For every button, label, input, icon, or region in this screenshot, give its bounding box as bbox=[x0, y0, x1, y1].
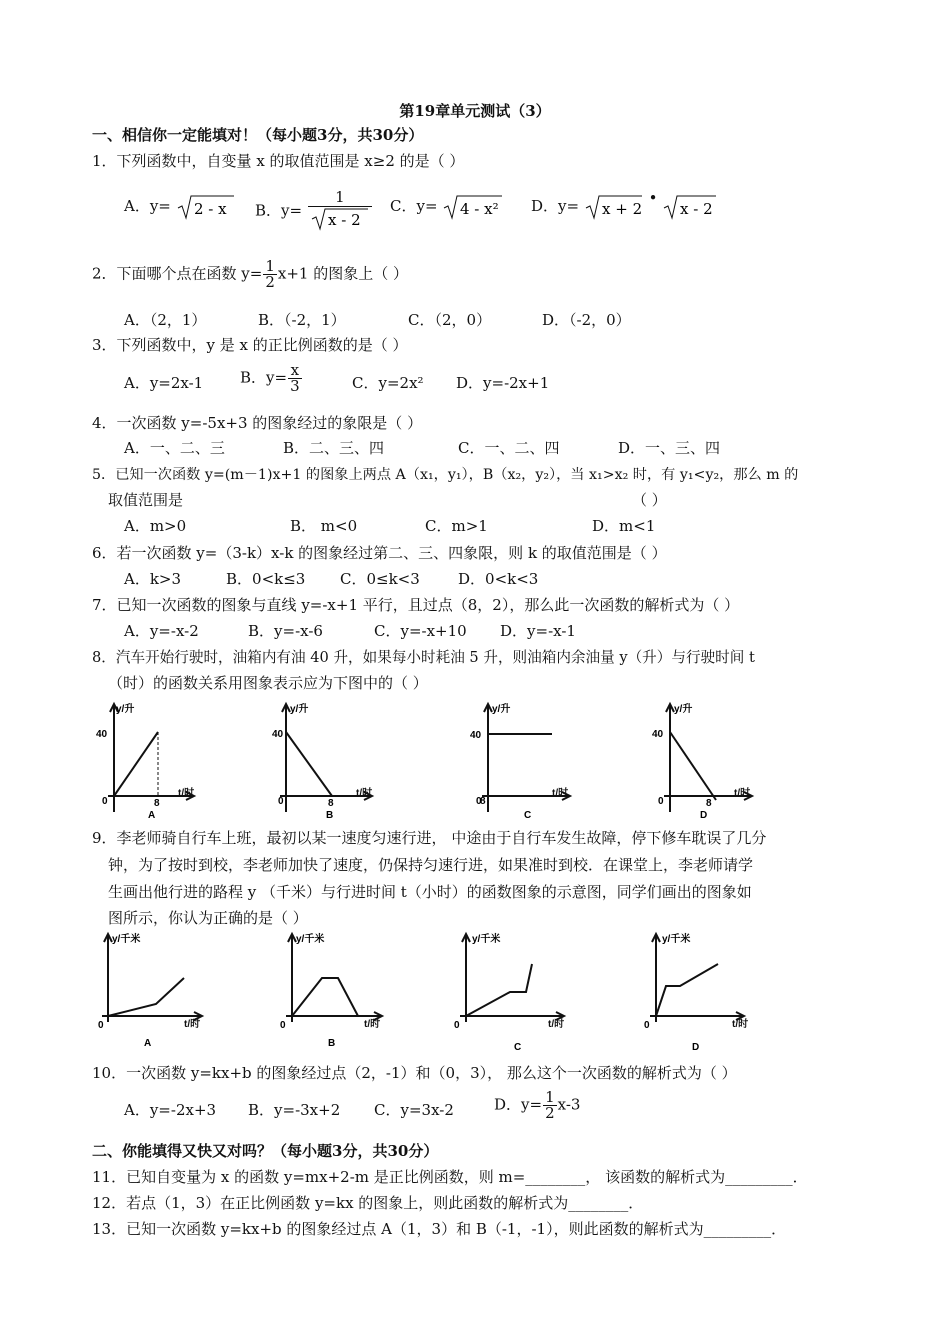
question-8-stem-2: （时）的函数关系用图象表示应为下图中的（ ） bbox=[108, 674, 428, 692]
q1-option-a: A．y= 2 - x bbox=[124, 194, 236, 220]
q8-d-label: D bbox=[700, 810, 708, 818]
q8-c-x8: 8 bbox=[480, 796, 486, 807]
q9-a-xlabel: t/时 bbox=[184, 1019, 201, 1030]
q8-c-y40: 40 bbox=[470, 730, 482, 741]
question-5-stem: 5．已知一次函数 y=(m－1)x+1 的图象上两点 A（x₁，y₁），B（x₂，y₂），当 x₁>x₂ 时，有 y₁<y₂，那么 m 的 bbox=[92, 467, 799, 483]
question-1-stem: 1．下列函数中，自变量 x 的取值范围是 x≥2 的是（ ） bbox=[92, 152, 465, 170]
q8-b-ylabel: y/升 bbox=[290, 704, 309, 715]
q7-option-b: B．y=-x-6 bbox=[248, 622, 323, 640]
q8-c-origin: 0 bbox=[476, 796, 482, 807]
question-9-stem: 9．李老师骑自行车上班，最初以某一速度匀速行进， 中途由于自行车发生故障，停下修车耽误了几分 bbox=[92, 829, 767, 847]
q8-a-xlabel: t/时 bbox=[178, 788, 195, 799]
q7-option-d: D．y=-x-1 bbox=[500, 622, 576, 640]
q6-option-c: C．0≤k<3 bbox=[340, 570, 420, 588]
question-11: 11．已知自变量为 x 的函数 y=mx+2-m 是正比例函数，则 m=________， 该函数的解析式为_________． bbox=[92, 1168, 808, 1186]
question-10-stem: 10．一次函数 y=kx+b 的图象经过点（2，-1）和（0，3）， 那么这个一次函数的解析式为（ ） bbox=[92, 1064, 737, 1082]
q2-option-a: A．（2，1） bbox=[124, 311, 207, 329]
question-13: 13．已知一次函数 y=kx+b 的图象经过点 A（1，3）和 B（-1，-1），则此函数的解析式为_________． bbox=[92, 1220, 787, 1238]
question-12: 12．若点（1，3）在正比例函数 y=kx 的图象上，则此函数的解析式为________． bbox=[92, 1194, 644, 1212]
q8-a-ylabel: y/升 bbox=[116, 704, 135, 715]
q8-a-label: A bbox=[148, 810, 156, 818]
q8-b-label: B bbox=[326, 810, 334, 818]
q6-option-b: B．0<k≤3 bbox=[226, 570, 306, 588]
q9-a-origin: 0 bbox=[98, 1020, 104, 1031]
q8-d-x8: 8 bbox=[706, 798, 712, 809]
question-9-stem-3: 生画出他行进的路程 y （千米）与行进时间 t（小时）的函数图象的示意图，同学们画出的图象如 bbox=[108, 883, 752, 901]
q8-d-line bbox=[670, 732, 716, 800]
q9-d-label: D bbox=[692, 1042, 700, 1050]
q9-d-origin: 0 bbox=[644, 1020, 650, 1031]
q6-option-d: D．0<k<3 bbox=[458, 570, 539, 588]
q8-a-x8: 8 bbox=[154, 798, 160, 809]
q9-d-xlabel: t/时 bbox=[732, 1019, 749, 1030]
q9-a-label: A bbox=[144, 1038, 152, 1049]
q9-b-line bbox=[292, 978, 358, 1016]
q9-b-label: B bbox=[328, 1038, 336, 1049]
section-2-heading: 二、你能填得又快又对吗？（每小题3分，共30分） bbox=[92, 1142, 439, 1160]
question-6-stem: 6．若一次函数 y=（3-k）x-k 的图象经过第二、三、四象限，则 k 的取值范围是（ ） bbox=[92, 544, 667, 562]
q3-option-a: A．y=2x-1 bbox=[124, 374, 204, 392]
question-9-stem-4: 图所示，你认为正确的是（ ） bbox=[108, 909, 308, 927]
question-5-stem-2: 取值范围是 bbox=[108, 491, 184, 509]
q9-c-origin: 0 bbox=[454, 1020, 460, 1031]
q3-option-c: C．y=2x² bbox=[352, 374, 424, 392]
q9-c-label: C bbox=[514, 1042, 522, 1050]
q8-c-xlabel: t/时 bbox=[552, 788, 569, 799]
q9-c-line bbox=[466, 964, 532, 1016]
q9-d-line bbox=[656, 964, 718, 1016]
q9-b-ylabel: y/千米 bbox=[296, 934, 325, 945]
section-1-heading: 一、相信你一定能填对！（每小题3分，共30分） bbox=[92, 126, 424, 144]
q1-option-d: D．y= x + 2 • x - 2 bbox=[531, 194, 718, 220]
q8-b-xlabel: t/时 bbox=[356, 788, 373, 799]
q7-option-c: C．y=-x+10 bbox=[374, 622, 467, 640]
q10-option-b: B．y=-3x+2 bbox=[248, 1101, 341, 1119]
q5-option-c: C．m>1 bbox=[425, 517, 488, 535]
q5-option-b: B． m<0 bbox=[290, 517, 358, 535]
q9-d-ylabel: y/千米 bbox=[662, 934, 691, 945]
page-title: 第19章单元测试（3） bbox=[399, 102, 551, 120]
q8-a-y40: 40 bbox=[96, 729, 108, 740]
q10-option-c: C．y=3x-2 bbox=[374, 1101, 454, 1119]
q8-d-xlabel: t/时 bbox=[734, 788, 751, 799]
q1-d-radicand-1: x + 2 bbox=[601, 200, 642, 218]
q1-c-radicand: 4 - x² bbox=[460, 200, 499, 218]
question-9-stem-2: 钟，为了按时到校，李老师加快了速度，仍保持匀速行进，如果准时到校．在课堂上，李老师请学 bbox=[108, 856, 754, 874]
q8-d-y40: 40 bbox=[652, 729, 664, 740]
q7-option-a: A．y=-x-2 bbox=[124, 622, 199, 640]
q8-a-origin: 0 bbox=[102, 796, 108, 807]
q9-c-xlabel: t/时 bbox=[548, 1019, 565, 1030]
q8-d-ylabel: y/升 bbox=[674, 704, 693, 715]
q3-option-d: D．y=-2x+1 bbox=[456, 374, 550, 392]
question-4-stem: 4．一次函数 y=-5x+3 的图象经过的象限是（ ） bbox=[92, 414, 423, 432]
q2-option-b: B．（-2，1） bbox=[258, 311, 346, 329]
q5-option-a: A．m>0 bbox=[124, 517, 187, 535]
q8-b-y40: 40 bbox=[272, 729, 284, 740]
q4-option-a: A．一、二、三 bbox=[124, 439, 225, 457]
q4-option-b: B．二、三、四 bbox=[283, 439, 385, 457]
q1-option-b: B．y= $\frac{1}{x - 2}$ bbox=[255, 188, 373, 235]
q10-option-d: D．y= $\frac{1}{2}$ x-3 bbox=[494, 1088, 581, 1122]
q8-b-x8: 8 bbox=[328, 798, 334, 809]
q9-a-ylabel: y/千米 bbox=[112, 934, 141, 945]
q8-b-origin: 0 bbox=[278, 796, 284, 807]
q8-c-label: C bbox=[524, 810, 532, 818]
q9-c-ylabel: y/千米 bbox=[472, 934, 501, 945]
question-5-blank: （ ） bbox=[632, 491, 667, 509]
q5-option-d: D．m<1 bbox=[592, 517, 656, 535]
q1-d-radicand-2: x - 2 bbox=[680, 200, 713, 218]
question-2-stem: 2．下面哪个点在函数 y= $\frac{1}{2}$ x+1 的图象上（ ） bbox=[92, 257, 409, 291]
q3-option-b: B．y= $\frac{x}{3}$ bbox=[240, 361, 300, 395]
q8-a-line bbox=[114, 732, 158, 796]
q2-option-c: C．（2，0） bbox=[408, 311, 492, 329]
question-8-stem: 8．汽车开始行驶时，油箱内有油 40 升，如果每小时耗油 5 升，则油箱内余油量 y（升）与行驶时间 t bbox=[92, 649, 755, 666]
q4-option-d: D．一、三、四 bbox=[618, 439, 721, 457]
q8-c-ylabel: y/升 bbox=[492, 704, 511, 715]
q4-option-c: C．一、二、四 bbox=[458, 439, 560, 457]
q8-d-origin: 0 bbox=[658, 796, 664, 807]
q9-b-xlabel: t/时 bbox=[364, 1019, 381, 1030]
question-7-stem: 7．已知一次函数的图象与直线 y=-x+1 平行，且过点（8，2），那么此一次函数的解析式为（ ） bbox=[92, 596, 740, 614]
q8-b-line bbox=[286, 732, 332, 796]
question-3-stem: 3．下列函数中，y 是 x 的正比例函数的是（ ） bbox=[92, 336, 408, 354]
q1-option-c: C．y= 4 - x² bbox=[390, 194, 504, 220]
q9-b-origin: 0 bbox=[280, 1020, 286, 1031]
q2-option-d: D．（-2，0） bbox=[542, 311, 631, 329]
q1-b-radicand: x - 2 bbox=[327, 211, 361, 229]
q10-option-a: A．y=-2x+3 bbox=[124, 1101, 217, 1119]
q1-a-radicand: 2 - x bbox=[193, 200, 227, 218]
q9-a-line bbox=[108, 978, 184, 1016]
q6-option-a: A．k>3 bbox=[124, 570, 182, 588]
